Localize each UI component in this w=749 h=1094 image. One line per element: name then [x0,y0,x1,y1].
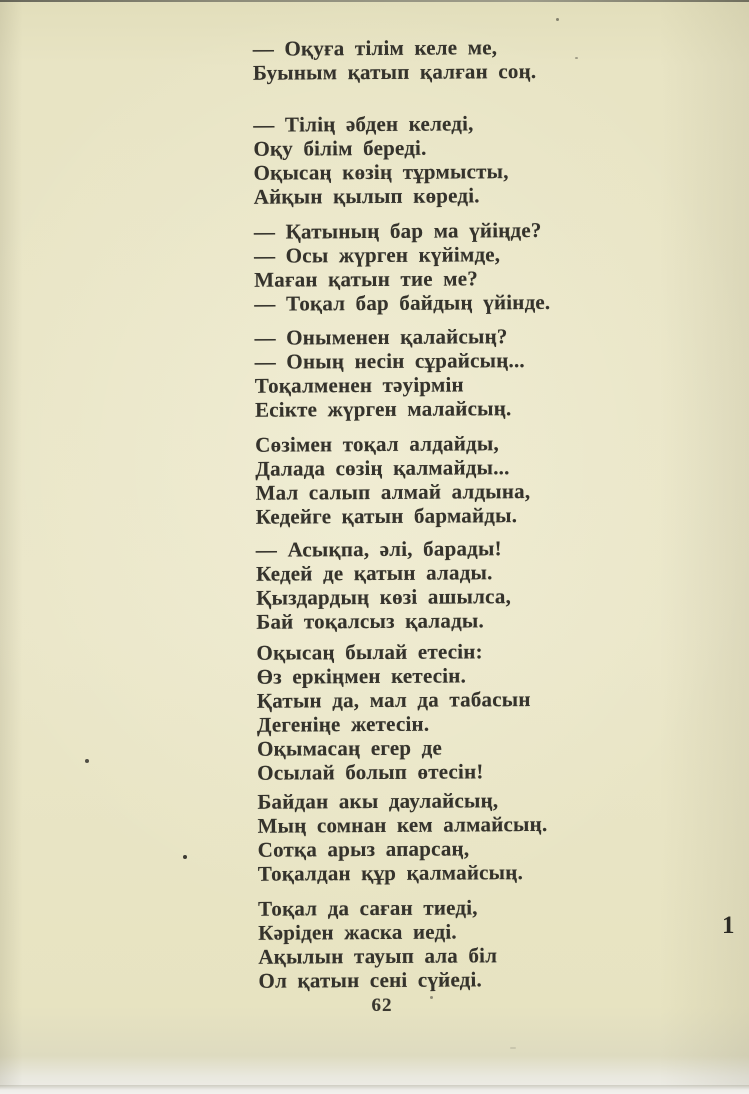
page-number: 62 [371,995,393,1016]
poem-line: Мың сомнан кем алмайсың. [257,811,548,838]
poem-line: Сөзімен тоқал алдайды, [255,431,499,457]
poem-line: — Осы жүрген күйімде, [254,242,501,268]
paper-speck [85,759,89,763]
poem-line: Осылай болып өтесін! [257,759,484,785]
poem-line: Қатын да, мал да табасын [256,687,531,713]
poem-stanza [253,111,509,209]
paper-speck [430,996,433,999]
paper-speck [575,57,578,59]
poem-line: Оқысаң былай етесін: [256,639,483,665]
poem-line: Тоқал да саған тиеді, [258,895,478,921]
poem-stanza [256,639,531,785]
poem-line: Маған қатын тие ме? [254,266,479,292]
poem-line: Айқын қылып көреді. [253,183,480,209]
poem-line: — Оқуға тілім келе ме, [252,35,498,61]
poem-line: Қыздардың көзі ашылса, [256,584,512,610]
poem-stanza [257,788,547,886]
poem-stanza [254,218,551,316]
paper-speck [556,18,559,21]
poem-line: Ақылын тауып ала біл [258,943,498,969]
poem-line: Далада сөзің қалмайды... [255,455,510,481]
poem-line: Мал салып алмай алдына, [255,479,531,505]
poem-line: — Тілің әбден келеді, [253,111,474,137]
paper-speck [183,855,187,859]
poem-stanza [255,324,526,422]
poem-line: Сотқа арыз апарсаң, [257,836,470,862]
poem-line: — Оның несін сұрайсың... [254,348,525,374]
poem-line: Кедей де қатын алады. [255,560,493,586]
poem-line: Оқымасаң егер де [257,735,443,761]
poem-line: Дегеніңе жетесін. [256,711,430,737]
poem-line: Буыным қатып қалған соң. [252,59,537,85]
poem-line: Байдан акы даулайсың, [257,788,499,814]
poem-line: Есікте жүрген малайсың. [254,396,512,422]
poem-stanza [255,431,530,529]
poem-line: — Қатының бар ма үйіңде? [253,217,542,244]
poem-stanza [253,35,537,85]
poem-line: Кәріден жаска иеді. [258,919,457,945]
paper-speck [510,1047,516,1049]
poem-line: — Оныменен қалайсың? [254,324,508,350]
poem-line: Тоқалменен тәуірмін [254,372,464,398]
poem-line: Тоқалдан құр қалмайсың. [257,860,524,886]
poem-stanza [258,895,497,992]
poem-stanza [256,536,511,634]
poem-line: Өз еркіңмен кетесін. [256,663,467,689]
poem-line: Бай тоқалсыз қалады. [256,608,484,634]
poem-line: Оқу білім береді. [253,135,427,161]
poem-line: — Асықпа, әлі, барады! [255,536,502,562]
poem-line: Оқысаң көзің тұрмысты, [253,159,509,185]
margin-stray-mark: 1 [722,912,735,939]
poem-line: — Тоқал бар байдың үйінде. [254,289,551,316]
poem-line: Кедейге қатын бармайды. [255,503,518,529]
poem-line: Ол қатын сені сүйеді. [258,967,483,993]
